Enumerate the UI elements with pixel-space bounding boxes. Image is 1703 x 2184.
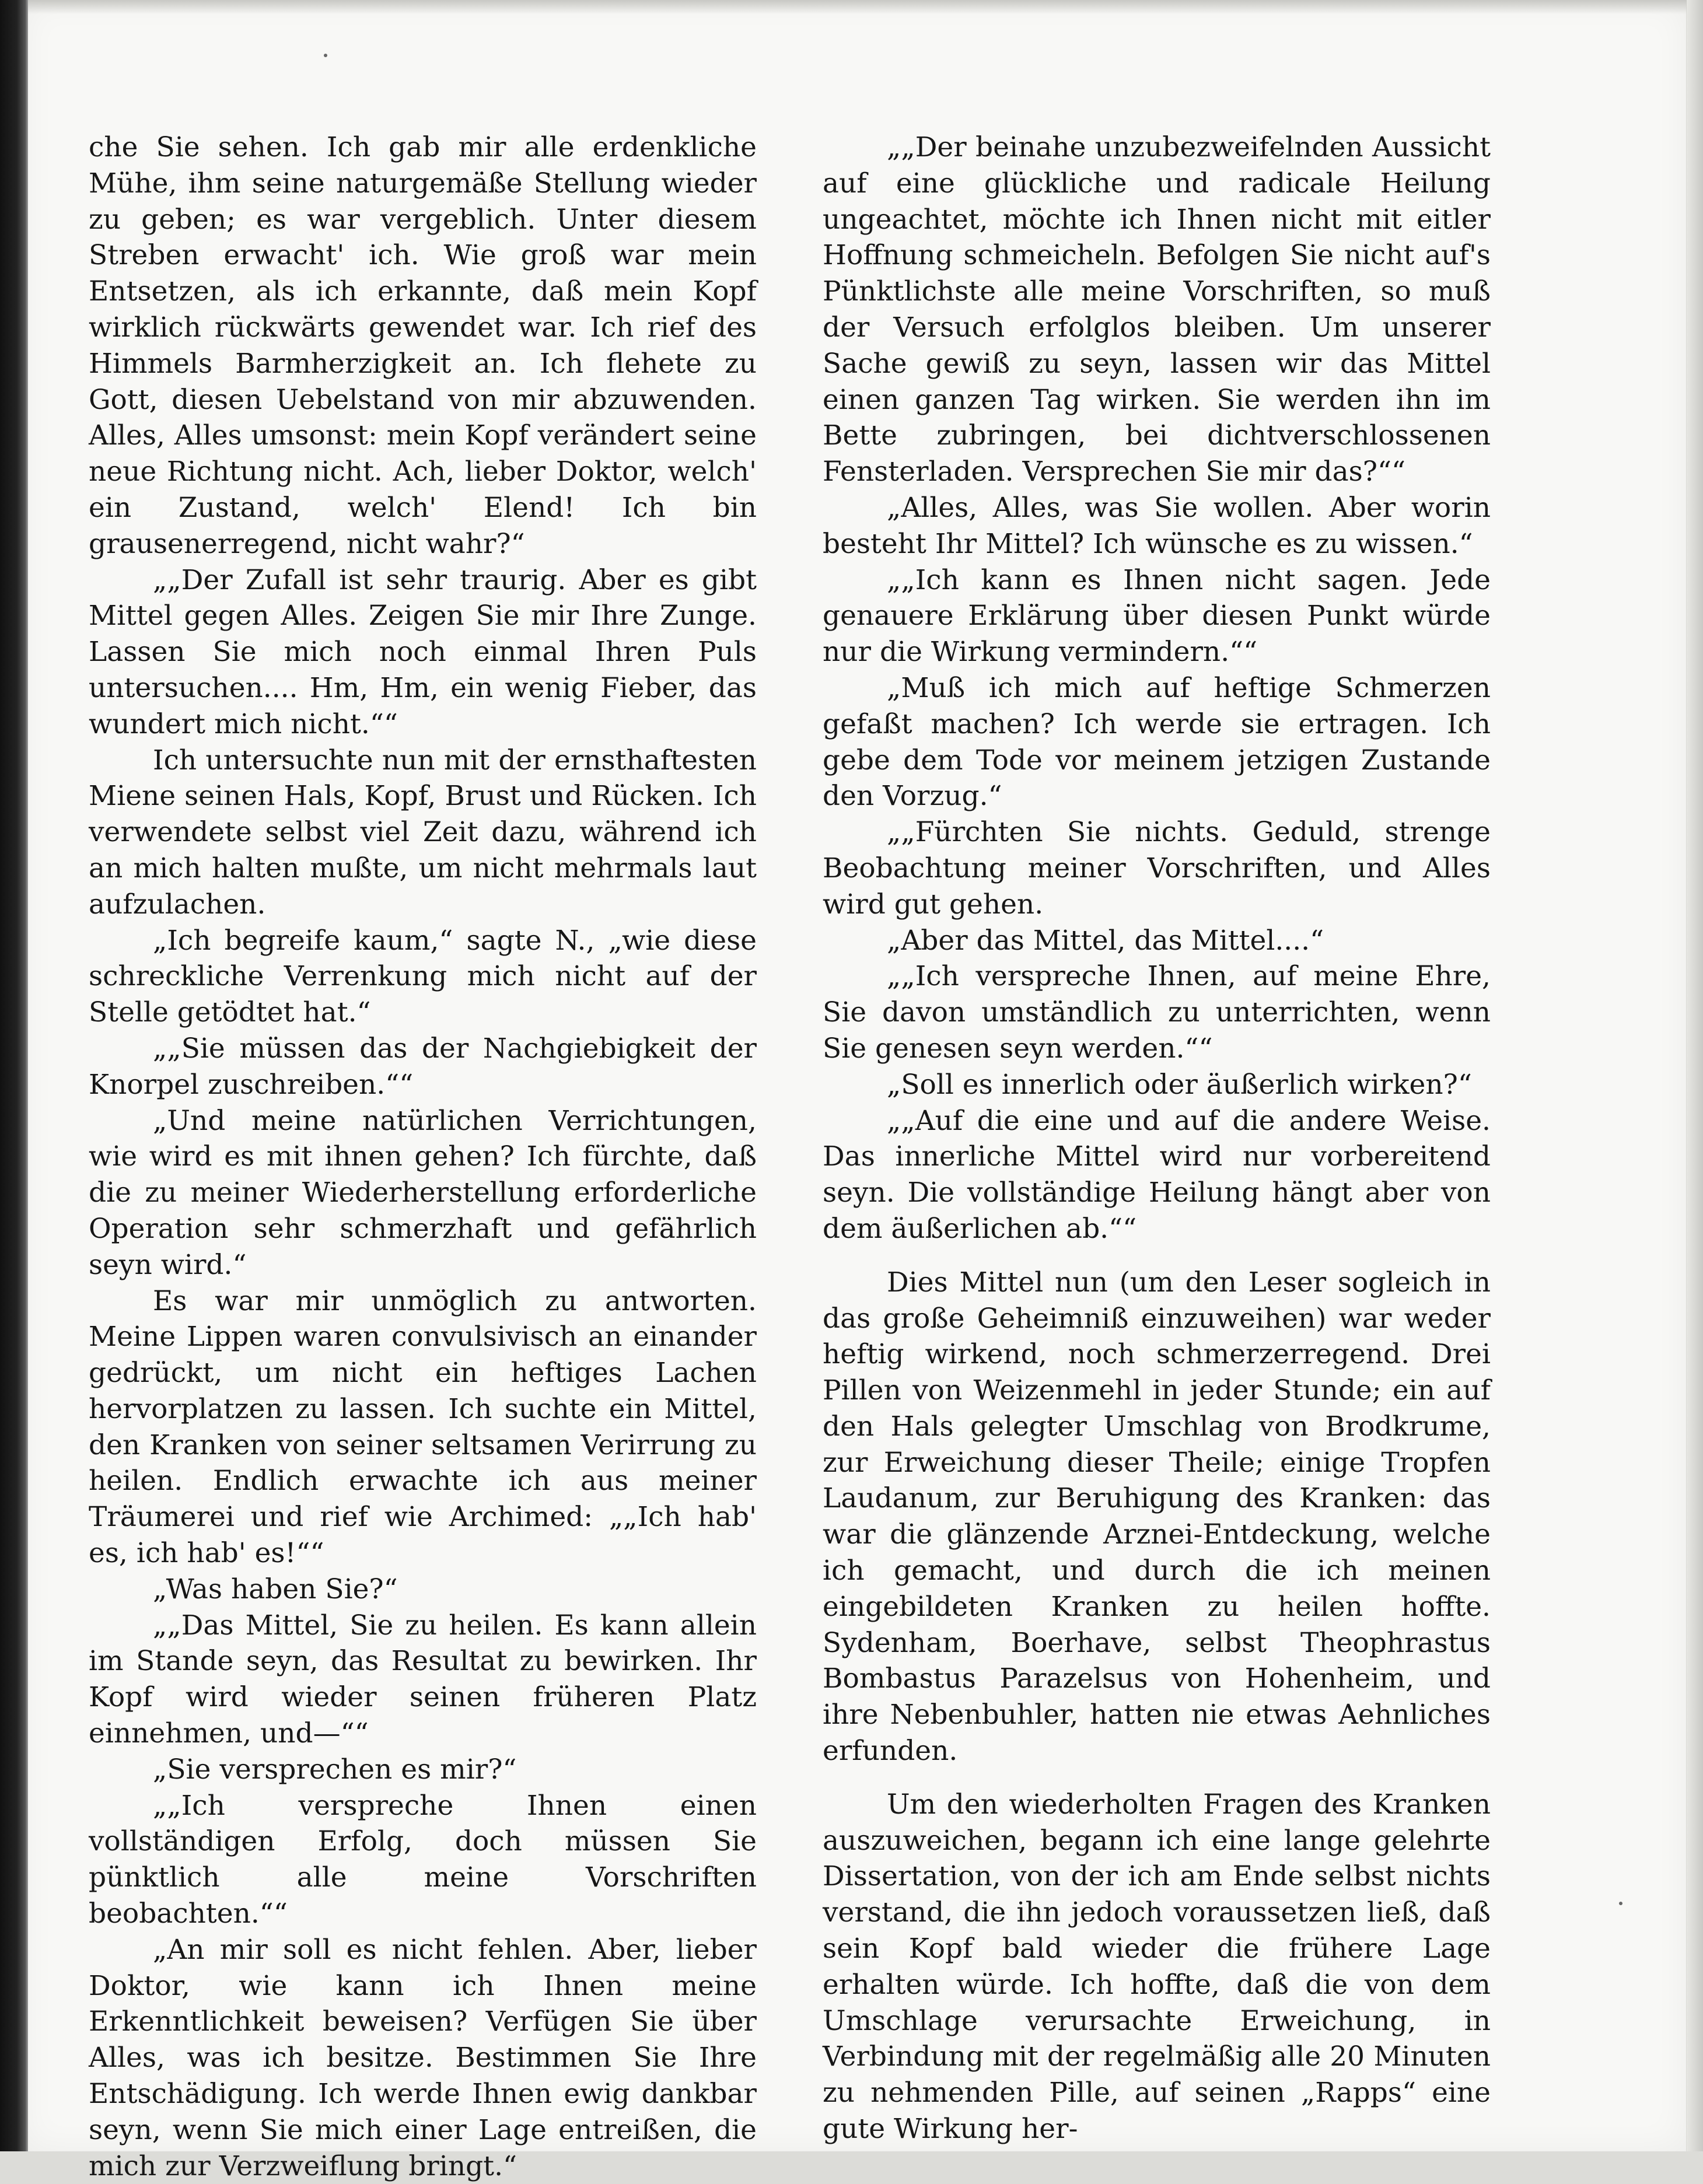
paragraph: „„Sie müssen das der Nachgiebigkeit der Knorpel zuschreiben.““ xyxy=(89,1032,757,1101)
paragraph: „Soll es innerlich oder äußerlich wirken?“ xyxy=(887,1068,1472,1101)
page-top-edge xyxy=(23,0,1703,14)
paragraph: Um den wiederholten Fragen des Kranken auszuweichen, begann ich eine lange gelehrte Dissertation, von der ich am Ende selbst nichts verstand, die ihn jedoch voraussetzen ließ, daß sein Kopf bald wieder die frühere Lage erhalten würde. Ich hoffte, daß die von dem Umschlage verursachte Erweichung, in Verbindung mit der regelmäßig alle 20 Minuten zu nehmenden Pille, auf seinen „Rapps“ eine gute Wirkung her- xyxy=(823,1788,1491,2146)
paragraph: che Sie sehen. Ich gab mir alle erdenkliche Mühe, ihm seine naturgemäße Stellung wieder zu geben; es war vergeblich. Unter diesem Streben erwacht' ich. Wie groß war mein Entsetzen, als ich erkannte, daß mein Kopf wirklich rückwärts gewendet war. Ich rief des Himmels Barmherzigkeit an. Ich flehete zu Gott, diesen Uebelstand von mir abzuwenden. Alles, Alles umsonst: mein Kopf verändert seine neue Richtung nicht. Ach, lieber Doktor, welch' ein Zustand, welch' Elend! Ich bin grausenerregend, nicht wahr?“ xyxy=(89,131,757,560)
paragraph: „Sie versprechen es mir?“ xyxy=(153,1753,517,1786)
paragraph: „„Der Zufall ist sehr traurig. Aber es gibt Mittel gegen Alles. Zeigen Sie mir Ihre Zunge. Lassen Sie mich noch einmal Ihren Puls untersuchen.... Hm, Hm, ein wenig Fieber, das wundert mich nicht.““ xyxy=(89,564,757,740)
paragraph: „„Der beinahe unzubezweifelnden Aussicht auf eine glückliche und radicale Heilung ungeachtet, möchte ich Ihnen nicht mit eitler Hoffnung schmeicheln. Befolgen Sie nicht auf's Pünktlichste alle meine Vorschriften, so muß der Versuch erfolglos bleiben. Um unserer Sache gewiß zu seyn, lassen wir das Mittel einen ganzen Tag wirken. Sie werden ihn im Bette zubringen, bei dichtverschlossenen Fensterladen. Versprechen Sie mir das?““ xyxy=(823,131,1491,488)
paper-speck xyxy=(1619,1902,1622,1905)
paragraph: „„Ich kann es Ihnen nicht sagen. Jede genauere Erklärung über diesen Punkt würde nur die Wirkung vermindern.““ xyxy=(823,564,1491,668)
paragraph: Ich untersuchte nun mit der ernsthaftesten Miene seinen Hals, Kopf, Brust und Rücken. Ich verwendete selbst viel Zeit dazu, während ich an mich halten mußte, um nicht mehrmals laut aufzulachen. xyxy=(89,744,757,921)
paragraph: „„Fürchten Sie nichts. Geduld, strenge Beobachtung meiner Vorschriften, und Alles wird gut gehen. xyxy=(823,816,1491,921)
paragraph: „Was haben Sie?“ xyxy=(153,1573,398,1605)
paragraph: „„Das Mittel, Sie zu heilen. Es kann allein im Stande seyn, das Resultat zu bewirken. Ihr Kopf wird wieder seinen früheren Platz einnehmen, und—““ xyxy=(89,1609,757,1750)
paragraph: „„Ich verspreche Ihnen, auf meine Ehre, Sie davon umständlich zu unterrichten, wenn Sie genesen seyn werden.““ xyxy=(823,960,1491,1065)
page-edge-shadow xyxy=(1687,0,1703,2151)
paragraph: „Und meine natürlichen Verrichtungen, wie wird es mit ihnen gehen? Ich fürchte, daß die zu meiner Wiederherstellung erforderliche Operation sehr schmerzhaft und gefährlich seyn wird.“ xyxy=(89,1104,757,1281)
paragraph: „Aber das Mittel, das Mittel....“ xyxy=(887,924,1324,957)
paragraph: „Ich begreife kaum,“ sagte N., „wie diese schreckliche Verrenkung mich nicht auf der Stelle getödtet hat.“ xyxy=(89,924,757,1029)
paragraph: „„Ich verspreche Ihnen einen vollständigen Erfolg, doch müssen Sie pünktlich alle meine Vorschriften beobachten.““ xyxy=(89,1789,757,1930)
book-page xyxy=(23,0,1686,2182)
paragraph: Dies Mittel nun (um den Leser sogleich in das große Geheimniß einzuweihen) war weder heftig wirkend, noch schmerzerregend. Drei Pillen von Weizenmehl in jeder Stunde; ein auf den Hals gelegter Umschlag von Brodkrume, zur Erweichung dieser Theile; einige Tropfen Laudanum, zur Beruhigung des Kranken: das war die glänzende Arznei-Entdeckung, welche ich gemacht, und durch die ich meinen eingebildeten Kranken zu heilen hoffte. Sydenham, Boerhave, selbst Theophrastus Bombastus Parazelsus von Hohenheim, und ihre Nebenbuhler, hatten nie etwas Aehnliches erfunden. xyxy=(823,1266,1491,1768)
left-text-column xyxy=(89,130,757,2184)
paragraph: „Alles, Alles, was Sie wollen. Aber worin besteht Ihr Mittel? Ich wünsche es zu wissen.“ xyxy=(823,491,1491,560)
paper-speck xyxy=(324,54,327,57)
book-spine-shadow xyxy=(0,0,28,2151)
paragraph: „Muß ich mich auf heftige Schmerzen gefaßt machen? Ich werde sie ertragen. Ich gebe dem Tode vor meinem jetzigen Zustande den Vorzug.“ xyxy=(823,671,1491,813)
paragraph: Es war mir unmöglich zu antworten. Meine Lippen waren convulsivisch an einander gedrückt, um nicht ein heftiges Lachen hervorplatzen zu lassen. Ich suchte ein Mittel, den Kranken von seiner seltsamen Verirrung zu heilen. Endlich erwachte ich aus meiner Träumerei und rief wie Archimed: „„Ich hab' es, ich hab' es!““ xyxy=(89,1284,757,1570)
paragraph: „„Auf die eine und auf die andere Weise. Das innerliche Mittel wird nur vorbereitend seyn. Die vollständige Heilung hängt aber von dem äußerlichen ab.““ xyxy=(823,1104,1491,1245)
paragraph: „An mir soll es nicht fehlen. Aber, lieber Doktor, wie kann ich Ihnen meine Erkenntlichkeit beweisen? Verfügen Sie über Alles, was ich besitze. Bestimmen Sie Ihre Entschädigung. Ich werde Ihnen ewig dankbar seyn, wenn Sie mich einer Lage entreißen, die mich zur Verzweiflung bringt.“ xyxy=(89,1933,757,2182)
right-text-column xyxy=(823,130,1491,2147)
